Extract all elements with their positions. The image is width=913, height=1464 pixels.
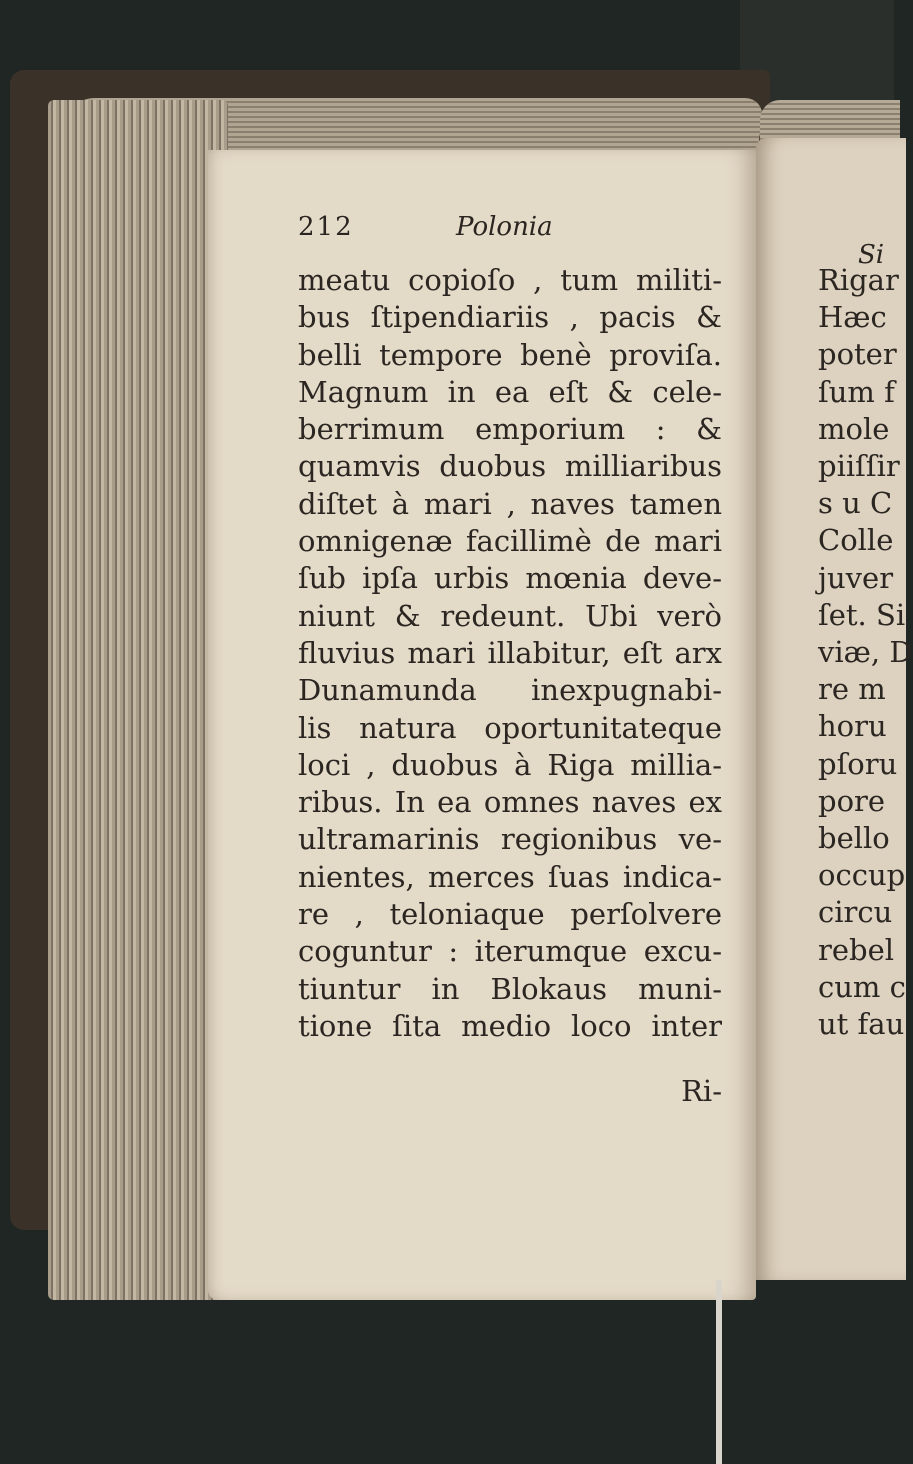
text-line: Dunamunda inexpugnabi-: [298, 673, 722, 708]
text-line: s u C: [818, 486, 893, 521]
text-line: nientes, merces ſuas indica-: [298, 859, 722, 894]
text-line: circu: [818, 895, 893, 930]
page-edges-side: [48, 100, 228, 1300]
text-line: quamvis duobus milliaribus: [298, 449, 722, 484]
text-line: Rigar: [818, 263, 899, 297]
text-line: coguntur : iterumque excu-: [298, 934, 722, 969]
text-line: rebel: [818, 932, 895, 967]
text-line: poter: [818, 337, 897, 372]
text-line: re m: [818, 672, 886, 707]
page-number: 212: [298, 212, 354, 242]
right-running-head: Si: [858, 240, 885, 270]
text-line: re , teloniaque perſolvere: [298, 897, 722, 932]
text-line: tiuntur in Blokaus muni-: [298, 971, 722, 1006]
text-line: lis natura oportunitateque: [298, 710, 722, 745]
text-line: viæ, D: [818, 635, 913, 670]
text-line: horu: [818, 709, 887, 744]
text-line: bello: [818, 821, 890, 856]
text-line: Magnum in ea eſt & cele-: [298, 374, 722, 409]
spine-gap: [716, 1280, 722, 1464]
text-line: pore: [818, 783, 886, 818]
text-line: ſub ipſa urbis mœnia deve-: [298, 561, 722, 596]
text-line: niunt & redeunt. Ubi verò: [298, 598, 722, 633]
text-line: Hæc: [818, 300, 887, 335]
text-line: berrimum emporium : &: [298, 412, 722, 447]
text-line: Colle: [818, 523, 894, 558]
right-page-text: [818, 262, 913, 1043]
text-line: pſoru: [818, 746, 898, 781]
text-line: occup: [818, 858, 906, 893]
text-line: ultramarinis regionibus ve-: [298, 822, 722, 857]
text-line: ſet. Si: [818, 597, 906, 632]
text-line: meatu copioſo , tum militi-: [298, 263, 722, 297]
text-line: ut fau: [818, 1007, 905, 1042]
running-head: Polonia: [456, 212, 553, 242]
catchword-row: [298, 1074, 722, 1114]
text-line: ſum f: [818, 374, 895, 409]
left-page-text: [298, 262, 722, 1045]
text-line: tione ſita medio loco inter: [298, 1008, 722, 1043]
text-line: omnigenæ facillimè de mari: [298, 524, 722, 559]
text-line: ribus. In ea omnes naves ex: [298, 785, 722, 820]
text-line: diſtet à mari , naves tamen: [298, 486, 722, 521]
text-line: cum c: [818, 969, 906, 1004]
text-line: juver: [818, 560, 894, 595]
text-line: loci , duobus à Riga millia-: [298, 747, 722, 782]
text-line: piiſſir: [818, 449, 900, 484]
text-line: bus ſtipendiariis , pacis &: [298, 300, 722, 335]
text-line: mole: [818, 411, 890, 446]
catchword: Ri-: [681, 1074, 722, 1108]
text-line: fluvius mari illabitur, eſt arx: [298, 635, 722, 670]
text-line: belli tempore benè proviſa.: [298, 337, 722, 372]
